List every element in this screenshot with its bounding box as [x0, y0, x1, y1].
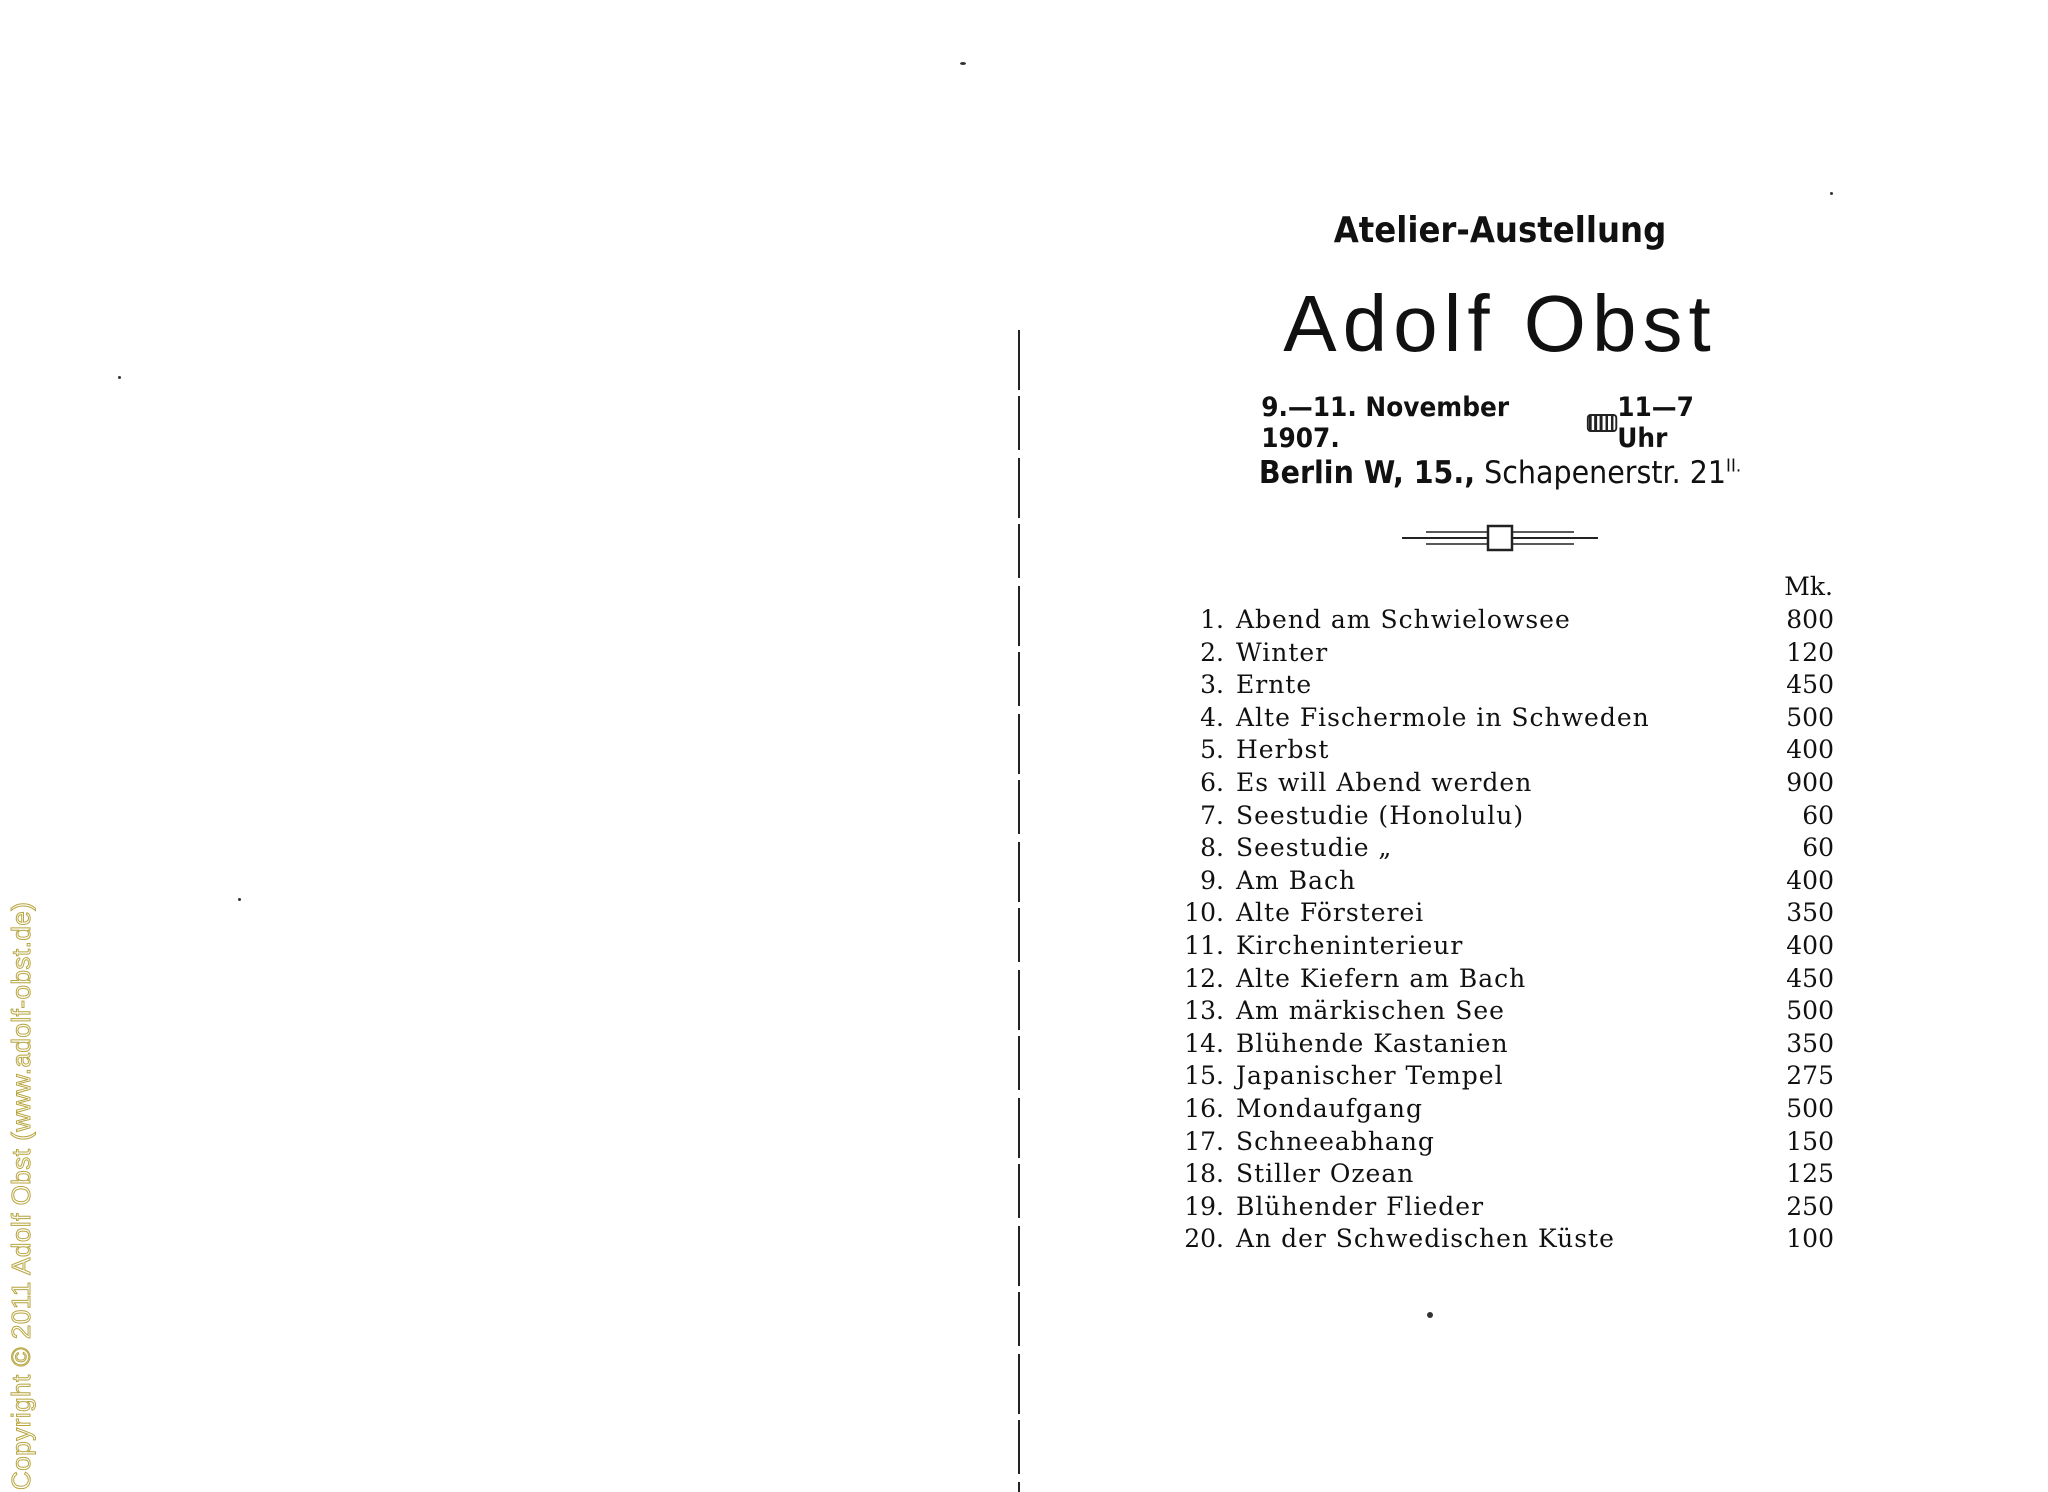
list-item	[1168, 637, 1834, 670]
exhibition-dates: 9.—11. November 1907.	[1261, 392, 1510, 454]
dust-speck	[960, 62, 966, 65]
item-title: Ernte	[1236, 670, 1313, 700]
list-item	[1168, 1126, 1834, 1159]
currency-header: Mk.	[1784, 572, 1833, 601]
item-price: 400	[1786, 735, 1834, 765]
item-price: 275	[1786, 1061, 1834, 1091]
item-title: Es will Abend werden	[1236, 767, 1533, 797]
item-number: 8.	[1200, 833, 1224, 863]
list-item	[1168, 1223, 1834, 1256]
item-title: Schneeabhang	[1236, 1126, 1435, 1156]
item-title: Seestudie „	[1236, 833, 1393, 863]
item-price: 250	[1786, 1191, 1834, 1221]
list-item	[1168, 1060, 1834, 1093]
item-number: 15.	[1184, 1061, 1224, 1091]
item-price: 500	[1786, 996, 1834, 1026]
item-title: Am Bach	[1236, 865, 1357, 895]
list-item	[1168, 1191, 1834, 1224]
item-number: 10.	[1184, 898, 1224, 928]
list-item	[1168, 767, 1834, 800]
opening-hours: 11—7 Uhr	[1617, 392, 1694, 454]
dust-speck	[1427, 1312, 1433, 1318]
list-item	[1168, 702, 1834, 735]
price-list-rows	[1168, 604, 1834, 1256]
list-item	[1168, 604, 1834, 637]
item-price: 400	[1786, 930, 1834, 960]
ornament-icon	[1587, 414, 1617, 432]
item-title: An der Schwedischen Küste	[1236, 1224, 1615, 1254]
item-title: Blühender Flieder	[1236, 1191, 1485, 1221]
item-number: 16.	[1184, 1093, 1224, 1123]
item-price: 800	[1786, 605, 1834, 634]
item-price: 500	[1786, 1093, 1834, 1123]
item-number: 18.	[1184, 1159, 1224, 1189]
list-item	[1168, 734, 1834, 767]
address-street: Schapenerstr. 21	[1484, 455, 1727, 491]
list-item	[1168, 995, 1834, 1028]
item-number: 20.	[1184, 1224, 1224, 1254]
item-number: 19.	[1184, 1191, 1224, 1221]
item-title: Blühende Kastanien	[1236, 1028, 1509, 1058]
item-price: 400	[1786, 865, 1834, 895]
list-item	[1168, 832, 1834, 865]
item-title: Alte Försterei	[1236, 898, 1425, 928]
address-floor: II.	[1726, 455, 1742, 477]
item-title: Winter	[1236, 637, 1329, 667]
item-title: Herbst	[1236, 735, 1330, 765]
item-number: 11.	[1184, 930, 1224, 960]
artist-name: Adolf Obst	[1283, 279, 1717, 368]
item-title: Am märkischen See	[1236, 996, 1505, 1026]
list-item	[1168, 1093, 1834, 1126]
item-price: 350	[1786, 898, 1834, 928]
item-number: 3.	[1200, 670, 1224, 700]
item-number: 7.	[1200, 800, 1224, 830]
address	[1224, 455, 1776, 491]
address-city: Berlin W, 15.,	[1258, 455, 1476, 491]
item-title: Stiller Ozean	[1236, 1159, 1415, 1189]
item-number: 9.	[1200, 865, 1224, 895]
dust-speck	[1830, 192, 1833, 195]
item-price: 500	[1786, 702, 1834, 732]
item-title: Mondaufgang	[1236, 1093, 1424, 1123]
list-item	[1168, 897, 1834, 930]
list-item	[1168, 865, 1834, 898]
item-price: 60	[1802, 833, 1834, 863]
dust-speck	[238, 898, 241, 901]
item-title: Kircheninterieur	[1236, 930, 1464, 960]
item-price: 350	[1786, 1028, 1834, 1058]
item-title: Seestudie (Honolulu)	[1236, 800, 1525, 830]
item-price: 450	[1786, 670, 1834, 700]
item-number: 6.	[1200, 767, 1224, 797]
price-list	[1168, 570, 1834, 1256]
item-title: Abend am Schwielowsee	[1236, 605, 1571, 634]
item-number: 17.	[1184, 1126, 1224, 1156]
list-item	[1168, 930, 1834, 963]
list-item	[1168, 669, 1834, 702]
list-item	[1168, 963, 1834, 996]
item-number: 2.	[1200, 637, 1224, 667]
item-title: Alte Fischermole in Schweden	[1236, 702, 1650, 732]
item-price: 60	[1802, 800, 1834, 830]
item-title: Japanischer Tempel	[1236, 1061, 1504, 1091]
item-price: 450	[1786, 963, 1834, 993]
list-item	[1168, 1158, 1834, 1191]
item-price: 100	[1786, 1224, 1834, 1254]
item-price: 900	[1786, 767, 1834, 797]
copyright-watermark: Copyright © 2011 Adolf Obst (www.adolf-obst.de)	[6, 901, 36, 1490]
exhibition-dates-row	[1261, 392, 1749, 454]
item-number: 14.	[1184, 1028, 1224, 1058]
dust-speck	[118, 376, 121, 379]
item-number: 4.	[1200, 702, 1224, 732]
list-item	[1168, 1028, 1834, 1061]
exhibition-heading: Atelier-Austellung	[1333, 210, 1667, 251]
item-price: 150	[1786, 1126, 1834, 1156]
item-number: 1.	[1200, 605, 1224, 634]
item-price: 120	[1786, 637, 1834, 667]
item-price: 125	[1786, 1159, 1834, 1189]
page-fold-line	[1018, 330, 1020, 1492]
item-number: 12.	[1184, 963, 1224, 993]
item-number: 5.	[1200, 735, 1224, 765]
list-item	[1168, 800, 1834, 833]
item-number: 13.	[1184, 996, 1224, 1026]
item-title: Alte Kiefern am Bach	[1236, 963, 1527, 993]
divider-ornament-icon	[1402, 523, 1598, 553]
